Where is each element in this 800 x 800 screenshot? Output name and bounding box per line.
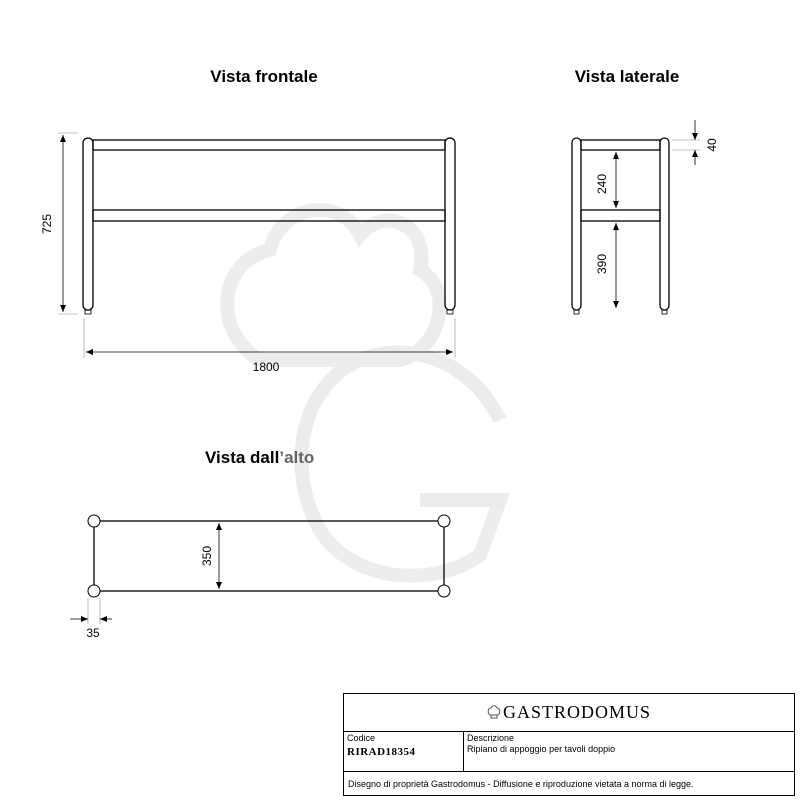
side-view-drawing (572, 138, 669, 314)
brand-logo (487, 702, 651, 723)
brand-row (344, 694, 794, 732)
front-height-dimension (58, 133, 78, 314)
title-block (343, 693, 795, 796)
top-dimensions (70, 523, 222, 624)
code-description-row (344, 732, 794, 772)
front-width-label: 1800 (252, 360, 280, 374)
top-view-title-accent: ’alto (279, 448, 315, 467)
front-view-title: Vista frontale (210, 67, 318, 86)
top-dim-35: 35 (86, 626, 100, 640)
top-view-title (205, 448, 314, 467)
side-dimensions (613, 120, 700, 308)
top-view-title-main: Vista dall (205, 448, 280, 467)
description-value: Ripiano di appoggio per tavoli doppio (467, 744, 616, 754)
description-label: Descrizione (467, 733, 515, 743)
code-cell (344, 732, 464, 771)
top-dim-350: 350 (200, 545, 214, 567)
side-view-title: Vista laterale (574, 67, 680, 86)
side-dim-390: 390 (595, 253, 609, 275)
top-view-drawing (88, 515, 450, 597)
chef-hat-icon (487, 703, 501, 723)
front-height-label: 725 (40, 213, 54, 235)
code-label: Codice (347, 733, 376, 743)
code-value: RIRAD18354 (347, 746, 416, 758)
brand-name: GASTRODOMUS (502, 702, 652, 722)
front-width-dimension (84, 318, 455, 358)
side-dim-240: 240 (595, 173, 609, 195)
footer-row (344, 772, 794, 795)
copyright-notice: Disegno di proprietà Gastrodomus - Diffusione e riproduzione vietata a norma di legge. (348, 778, 694, 789)
description-cell (464, 732, 794, 771)
side-dim-40: 40 (705, 138, 719, 152)
